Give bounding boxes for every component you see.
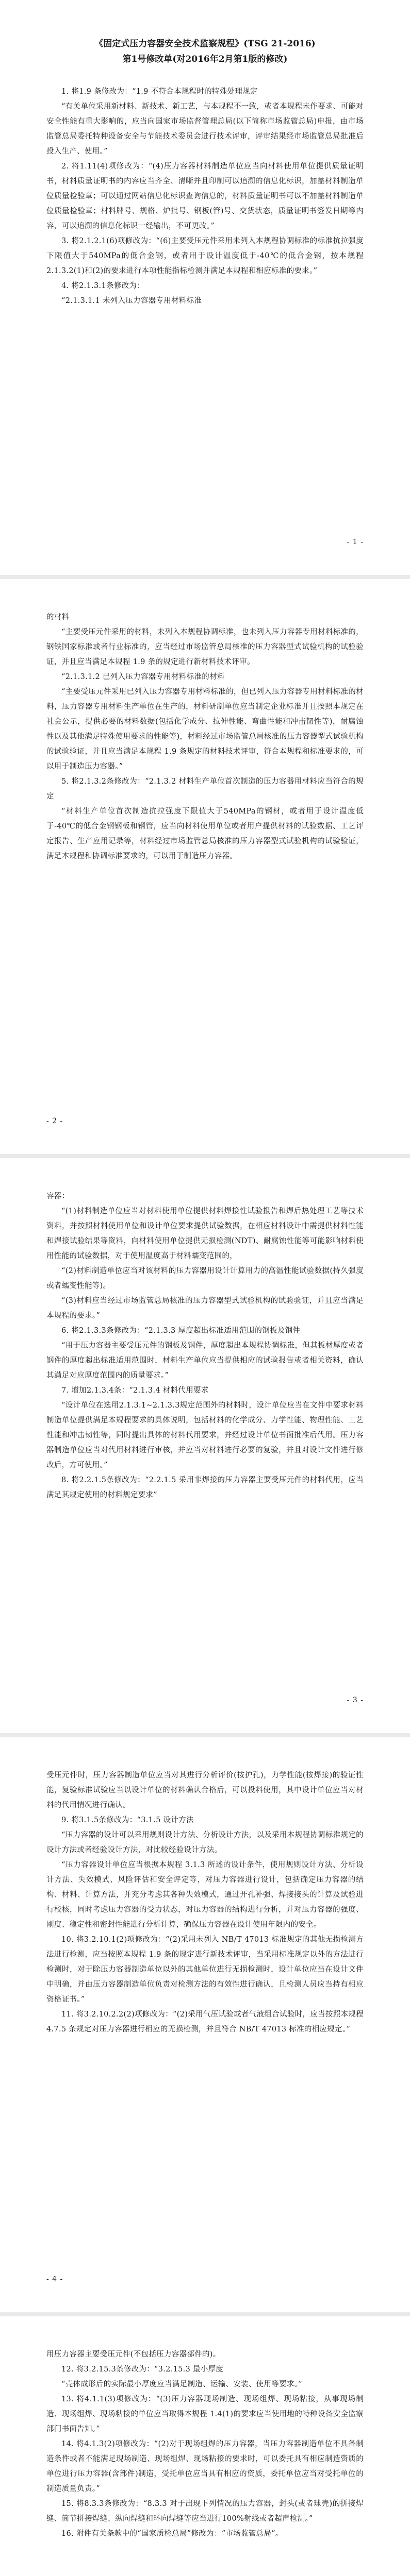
document-page-1 [0, 0, 410, 575]
paragraph: “压力容器设计单位应当根据本规程 3.1.3 所述的设计条件，使用规则设计方法、分析设计方法、失效模式、风险评估和安全评定等，对压力容器进行设计，包括确定压力容器的结构、材料、计算方法，并充分考虑其各种失效模式，通过开孔补强、焊接接头的计算及试验进行校核，同时考虑压力容器的受力状态，对压力容器的结构进行分析，并对压力容器的强度、刚度、稳定性和密封性能进行分析计算，确保压力容器在设计使用年限内的安全。 [46, 1861, 364, 1929]
paragraph: “压力容器的设计可以采用规则设计方法、分析设计方法，以及采用本规程协调标准规定的设计方法或者经验设计方法，对比较经验设计方法。 [46, 1831, 364, 1854]
document-page-4 [0, 1737, 410, 2312]
paragraph: “材料生产单位首次制造抗拉强度下限值大于540MPa的钢材，或者用于设计温度低于-40℃的低合金钢钢板和钢管，应当向材料使用单位或者用户提供材料的试验数据、工艺评定报告、生产应用记录等，材料经过市场监管总局核准的压力容器型式试验机构的试验验证，满足本规程和协调标准要求的，可以用于制造压力容器。 [46, 807, 364, 860]
paragraph: 9. 将3.1.5条修改为：“3.1.5 设计方法 [61, 1816, 194, 1824]
paragraph: “2.1.3.1.2 已列入压力容器专用材料标准的材料 [61, 673, 225, 681]
paragraph: 2. 将1.11(4)项修改为：“(4)压力容器材料制造单位应当向材料使用单位提供质量证明书，材料质量证明书的内容应当齐全、清晰并且印制可以追溯的信息化标识，加盖材料制造单位质量检验章；可以通过网站信息化标识查询信息的，材料质量证明书可以不加盖材料制造单位质量检验章；材料牌号、规格、炉批号、钢板(管)号、交货状态，质量证明书签发日期等内容，可以追溯的信息化标识一经输出，不可更改。” [46, 162, 364, 230]
paragraph: “(1)材料制造单位应当对材料使用单位提供材料焊接性试验报告和焊后热处理工艺等技术资料，并按照材料使用单位和设计单位要求提供试验数据，在相应材料设计中需提供材料性能和焊接试验结果等资料，向材料使用单位提供无损检测(NDT)、耐腐蚀性能等可能影响材料使用性能的试验数据，对于使用温度高于材料蠕变范围的， [46, 1207, 364, 1260]
title-line-1: 《固定式压力容器安全技术监察规程》(TSG 21-2016) [94, 39, 316, 49]
paragraph: 容器： [46, 1192, 70, 1200]
paragraph: “用于压力容器主要受压元件的钢板及钢件，厚度超出本规程协调标准，但其板材厚度或者钢件的厚度超出标准适用范围时，材料生产单位应当提供相应的试验报告或者相关资料，确认其满足对应厚度范围内的质量要求。” [46, 1342, 364, 1380]
paragraph: 用压力容器主要受压元件(不包括压力容器部件的)。 [46, 2350, 221, 2359]
document-title [46, 36, 364, 67]
paragraph: 8. 将2.2.1.5条修改为：“2.2.1.5 采用非焊接的压力容器主要受压元件的材料代用，应当满足其规定使用的材料规定要求” [46, 1476, 364, 1499]
paragraph: 7. 增加2.1.3.4条：“2.1.3.4 材料代用要求 [61, 1386, 209, 1395]
paragraph: 14. 将4.1.3(2)项修改为：“(2)对于现场组焊的压力容器，当压力容器制造单位不具备制造条件或者不能满足现场制造、现场组焊、现场粘接的要求时，可以委托具有相应制造资质的单位进行压力容器(含部件)制造，受托单位应当具有相应的资质，委托单位应当对受托单位的制造质量负责。” [46, 2440, 364, 2493]
paragraph: 6. 将2.1.3.3条修改为：“2.1.3.3 厚度超出标准适用范围的钢板及钢件 [61, 1327, 301, 1335]
paragraph: 受压元件时，压力容器制造单位应当对其进行分析评价(按护孔)，力学性能(按焊接)的验证性能，复验标准试验应当以设计单位的材料确认合格后，可以投料使用，其中设计单位应当对材料的代用情况进行确认。 [46, 1771, 364, 1809]
paragraph: “主要受压元件采用已列入压力容器专用材料标准的，但已列入压力容器专用材料标准的材料，压力容器专用材料生产单位在生产的，材料研制单位应当制定企业标准并且按照本规定在社会公示，提供必要的材料数据(包括化学成分、拉伸性能、弯曲性能和冲击韧性等)，耐腐蚀性以及其他满足特殊使用要求的性能等)，材料经过市场监管总局核准的压力容器型式试验机构的试验验证，并且应当满足本规程 1.9 条规定的材料技术评审，符合本规程和标准要求的，可以用于制造压力容器。” [46, 688, 364, 771]
document-page-3 [0, 1158, 410, 1733]
page-number: - 3 - [347, 1696, 364, 1704]
paragraph: 13. 将4.1.1(3)项修改为：“(3)压力容器现场制造、现场组焊、现场粘接，从事现场制造、现场组焊、现场粘接的单位应当取得本规程 1.4(1)的要求应当使用地的特种设备安全监察部门书面告知。” [46, 2395, 364, 2433]
paragraph: “2.1.3.1.1 未列入压力容器专用材料标准 [61, 297, 202, 305]
document-page-5 [0, 2316, 410, 2576]
title-line-2: 第1号修改单(对2016年2月第1版的修改) [122, 54, 288, 64]
paragraph: “(2)材料制造单位应当对该材料的压力容器用设计计算用力的高温性能试验数据(持久强度或者蠕变性能等)。 [46, 1267, 364, 1290]
page-number: - 4 - [46, 2275, 63, 2283]
paragraph: 5. 将2.1.3.2条修改为：“2.1.3.2 材料生产单位首次制造的压力容器用材料应当符合的规定 [46, 777, 364, 801]
paragraph: 4. 将2.1.3.1条修改为： [61, 282, 144, 290]
paragraph: “有关单位采用新材料、新技术、新工艺，与本规程不一致，或者本规程未作要求、可能对安全性能有重大影响的，应当向国家市场监督管理总局(以下简称市场监管总局)申报，由市场监管总局委托特种设备安全与节能技术委员会进行技术评审，评审结果经市场监管总局批准后投入生产、使用。” [46, 103, 364, 156]
page-number: - 1 - [347, 538, 364, 546]
paragraph: 12. 将3.2.15.3条修改为：“3.2.15.3 最小厚度 [61, 2365, 224, 2374]
paragraph: 3. 将2.1.2.1(6)项修改为：“(6)主要受压元件采用未列入本规程协调标准的标准抗拉强度下限值大于540MPa的低合金钢，或者用于设计温度低于-40℃的低合金钢，按本规程2.1.3.2(1)和(2)的要求进行本项性能指标检测并满足本规程和相应标准的要求。” [46, 237, 364, 275]
paragraph: 15. 将8.3.3条修改为：“8.3.3 对于出现下列情况的压力容器，封头(或者球壳)的拼接焊缝、筒节拼接焊缝、纵向焊缝和环向焊缝等应当进行100%射线或者超声检测。” [46, 2500, 364, 2523]
paragraph: 1. 将1.9 条修改为：“1.9 不符合本规程时的特殊处理规定 [61, 88, 258, 96]
paragraph: “设计单位在选用2.1.3.1~2.1.3.3规定范围外的材料时，设计单位应当在文件中要求材料制造单位提供满足本规程要求的具体说明，包括材料的化学成分、力学性能、物理性能、工艺性能和冲击韧性等，同时提出具体的材料代用要求，并经过设计单位书面批准后代用。压力容器制造单位应当对代用材料进行审核，并应当对材料进行必要的复验，并且对设计文件进行修改后，方可使用。” [46, 1401, 364, 1469]
page-number: - 2 - [46, 1117, 63, 1125]
paragraph: 10. 将3.2.10.1(2)项修改为：“(2)采用未列入 NB/T 47013 标准规定的其他无损检测方法进行检测，应当按照本规程 1.9 条的规定进行新技术评审，当采用标准规定以外的方法进行检测时，对于除压力容器制造单位以外的其他单位进行无损检测时，设计单位应当在设计文件中明确，并由压力容器制造单位负责对检测方法的有效性进行确认，且检测人员应当持有相应资格证书。” [46, 1936, 364, 2004]
document-page-2 [0, 579, 410, 1154]
paragraph: “壳体成形后的实际最小厚度应当满足制造、运输、安装、使用等要求。” [61, 2380, 302, 2388]
paragraph: “(3)材料应当经过市场监管总局核准的压力容器型式试验机构的试验验证，并且应当满足本规程的要求。” [46, 1297, 364, 1320]
paragraph: “主要受压元件采用的材料，未列入本规程协调标准，也未列入压力容器专用材料标准的，钢铁国家标准或者行业标准的，应当经过市场监管总局核准的压力容器型式试验机构的试验验证，并且应当满足本规程 1.9 条的规定进行新材料技术评审。 [46, 628, 364, 666]
paragraph: 16. 附件有关条款中的“国家质检总局”修改为：“市场监管总局”。 [61, 2530, 283, 2538]
paragraph: 11. 将3.2.10.2.2(2)项修改为：“(2)采用气压试验或者气液组合试验时，应当按照本规程 4.7.5 条规定对压力容器进行相应的无损检测，并且符合 NB/T 47013 标准的相应规定。” [46, 2010, 364, 2033]
paragraph: 的材料 [46, 613, 70, 621]
